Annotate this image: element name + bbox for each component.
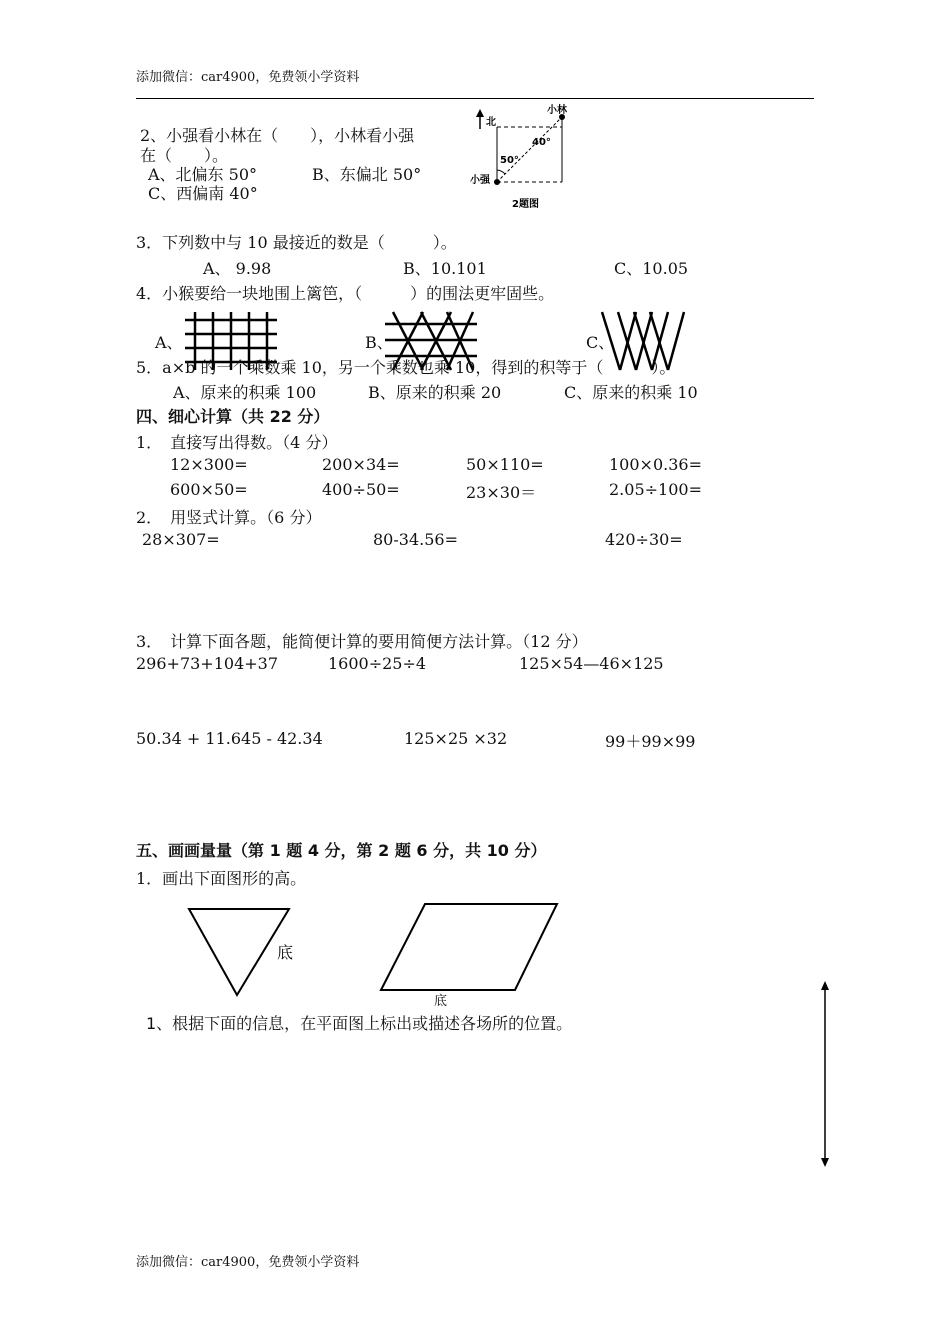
section4-title: 四、细心计算（共 22 分） (136, 407, 330, 426)
simplify-item: 125×54—46×125 (519, 654, 664, 673)
calc-item: 12×300= (170, 455, 248, 474)
parallelogram-base-label: 底 (434, 994, 448, 1009)
north-label: 北 (486, 117, 496, 128)
q2-direction-figure (470, 105, 580, 215)
figure-caption: 2题图 (512, 199, 539, 210)
q5-option-b: B、原来的积乘 20 (368, 383, 502, 402)
calc-item: 600×50= (170, 480, 248, 499)
simplify-item: 296+73+104+37 (136, 654, 279, 673)
q4-option-a-label: A、 (155, 333, 183, 352)
simplify-item: 125×25 ×32 (404, 729, 508, 748)
q4-option-b-label: B、 (365, 333, 393, 352)
section4-p2-title: 2． 用竖式计算。（6 分） (136, 508, 322, 527)
triangle-base-label: 底 (277, 943, 294, 962)
xiaolin-label: 小林 (547, 105, 567, 116)
section5-p1: 1．画出下面图形的高。 (136, 869, 307, 888)
q5-option-c: C、原来的积乘 10 (564, 383, 698, 402)
q3-text: 3．下列数中与 10 最接近的数是（ ）。 (136, 233, 457, 252)
angle-40-label: 40° (532, 137, 551, 148)
q3-option-b: B、10.101 (403, 259, 487, 278)
calc-item: 23×30＝ (466, 483, 537, 502)
q5-option-a: A、原来的积乘 100 (173, 383, 317, 402)
q3-option-a: A、 9.98 (203, 259, 272, 278)
simplify-item: 50.34 + 11.645 - 42.34 (136, 729, 323, 748)
north-arrow-icon (476, 109, 484, 117)
vertical-arrow-icon (816, 980, 836, 1170)
q4-text: 4．小猴要给一块地围上篱笆，（ ）的围法更牢固些。 (136, 284, 555, 303)
page-header: 添加微信：car4900，免费领小学资料 (136, 70, 360, 85)
section4-p1-title: 1． 直接写出得数。（4 分） (136, 433, 338, 452)
calc-item: 2.05÷100= (609, 480, 702, 499)
calc-item: 50×110= (466, 455, 544, 474)
vertical-calc-item: 420÷30= (605, 530, 683, 549)
xiaoqiang-point (494, 179, 500, 185)
header-rule (136, 98, 814, 99)
q2-option-b: B、东偏北 50° (312, 165, 422, 184)
angle-arc (497, 170, 505, 174)
q2-option-a: A、北偏东 50° (148, 165, 258, 184)
q2-line2: 在（ ）。 (140, 146, 229, 165)
simplify-item: 1600÷25÷4 (328, 654, 427, 673)
parallelogram-figure (375, 900, 565, 995)
calc-item: 200×34= (322, 455, 400, 474)
q4-option-c-label: C、 (586, 333, 615, 352)
angle-50-label: 50° (500, 155, 519, 166)
xiaoqiang-label: 小强 (470, 175, 490, 186)
q5-text: 5．a×b 的一个乘数乘 10，另一个乘数也乘 10，得到的积等于（ ）。 (136, 358, 676, 377)
section5-title: 五、画画量量（第 1 题 4 分，第 2 题 6 分，共 10 分） (136, 841, 547, 860)
simplify-item: 99＋99×99 (605, 732, 696, 751)
q2-line1: 2、小强看小林在（ ），小林看小强 (140, 126, 415, 145)
page-footer: 添加微信：car4900，免费领小学资料 (136, 1255, 360, 1270)
vertical-calc-item: 28×307= (142, 530, 220, 549)
q2-option-c: C、西偏南 40° (148, 184, 258, 203)
calc-item: 400÷50= (322, 480, 400, 499)
section4-p3-title: 3． 计算下面各题，能简便计算的要用简便方法计算。（12 分） (136, 632, 588, 651)
q3-option-c: C、10.05 (614, 259, 689, 278)
calc-item: 100×0.36= (609, 455, 702, 474)
vertical-calc-item: 80-34.56= (373, 530, 458, 549)
section5-p2: 1、根据下面的信息，在平面图上标出或描述各场所的位置。 (146, 1014, 573, 1033)
